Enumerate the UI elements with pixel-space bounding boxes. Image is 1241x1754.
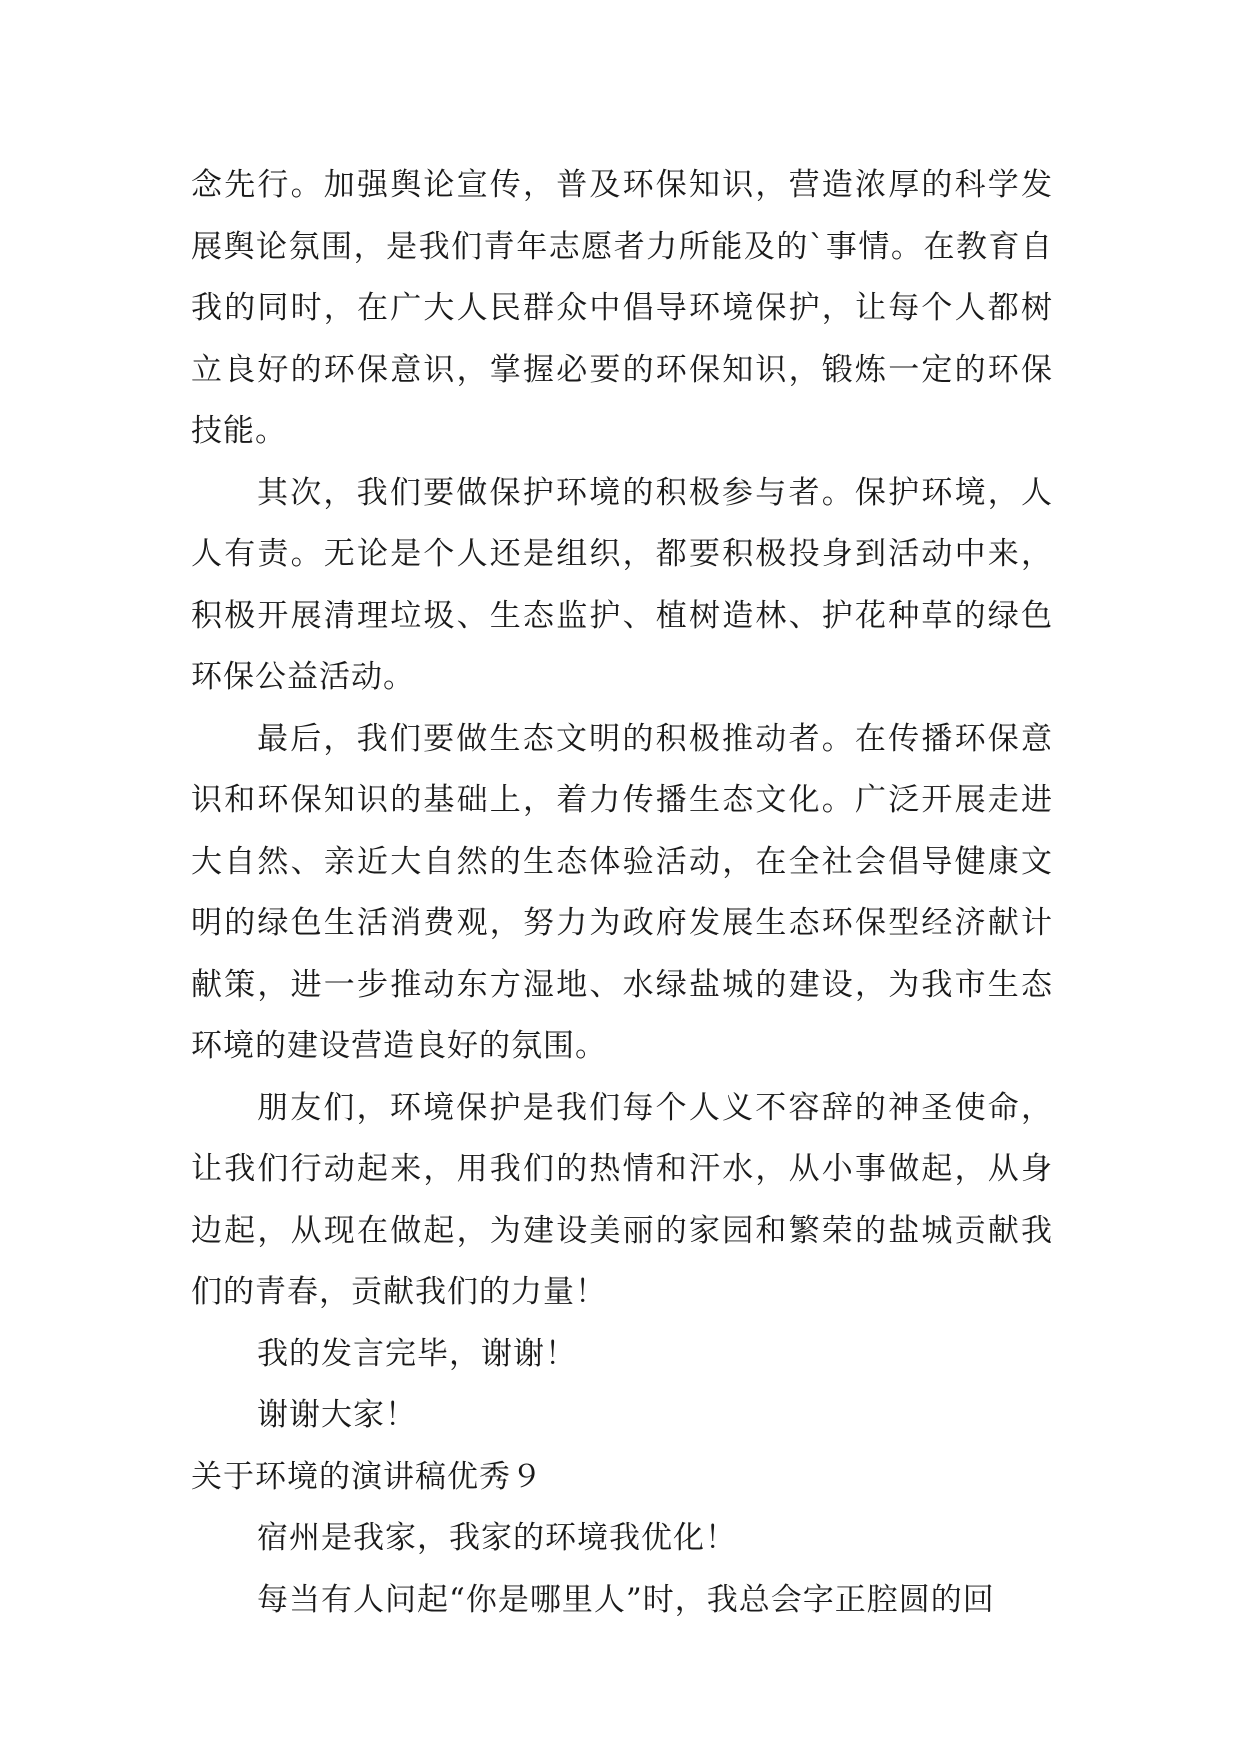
paragraph-3: 最后，我们要做生态文明的积极推动者。在传播环保意识和环保知识的基础上，着力传播生态文化。广泛开展走进大自然、亲近大自然的生态体验活动，在全社会倡导健康文明的绿色生活消费观，努力为政府发展生态环保型经济献计献策，进一步推动东方湿地、水绿盐城的建设，为我市生态环境的建设营造良好的氛围。 [191,720,1053,1064]
paragraph-1: 念先行。加强舆论宣传，普及环保知识，营造浓厚的科学发展舆论氛围，是我们青年志愿者力所能及的`事情。在教育自我的同时，在广大人民群众中倡导环境保护，让每个人都树立良好的环保意识，掌握必要的环保知识，锻炼一定的环保技能。 [191,167,1053,449]
paragraph-7: 宿州是我家，我家的环境我优化！ [257,1520,737,1556]
document-body [191,155,1053,1631]
paragraph-5: 我的发言完毕，谢谢！ [257,1335,577,1372]
section-heading: 关于环境的演讲稿优秀９ [191,1458,543,1495]
paragraph-8: 每当有人问起“你是哪里人”时，我总会字正腔圆的回 [257,1581,995,1618]
paragraph-2: 其次，我们要做保护环境的积极参与者。保护环境，人人有责。无论是个人还是组织，都要积极投身到活动中来，积极开展清理垃圾、生态监护、植树造林、护花种草的绿色环保公益活动。 [191,474,1053,695]
paragraph-6: 谢谢大家！ [257,1397,417,1433]
paragraph-4: 朋友们，环境保护是我们每个人义不容辞的神圣使命，让我们行动起来，用我们的热情和汗水，从小事做起，从身边起，从现在做起，为建设美丽的家园和繁荣的盐城贡献我们的青春，贡献我们的力量！ [191,1089,1053,1310]
